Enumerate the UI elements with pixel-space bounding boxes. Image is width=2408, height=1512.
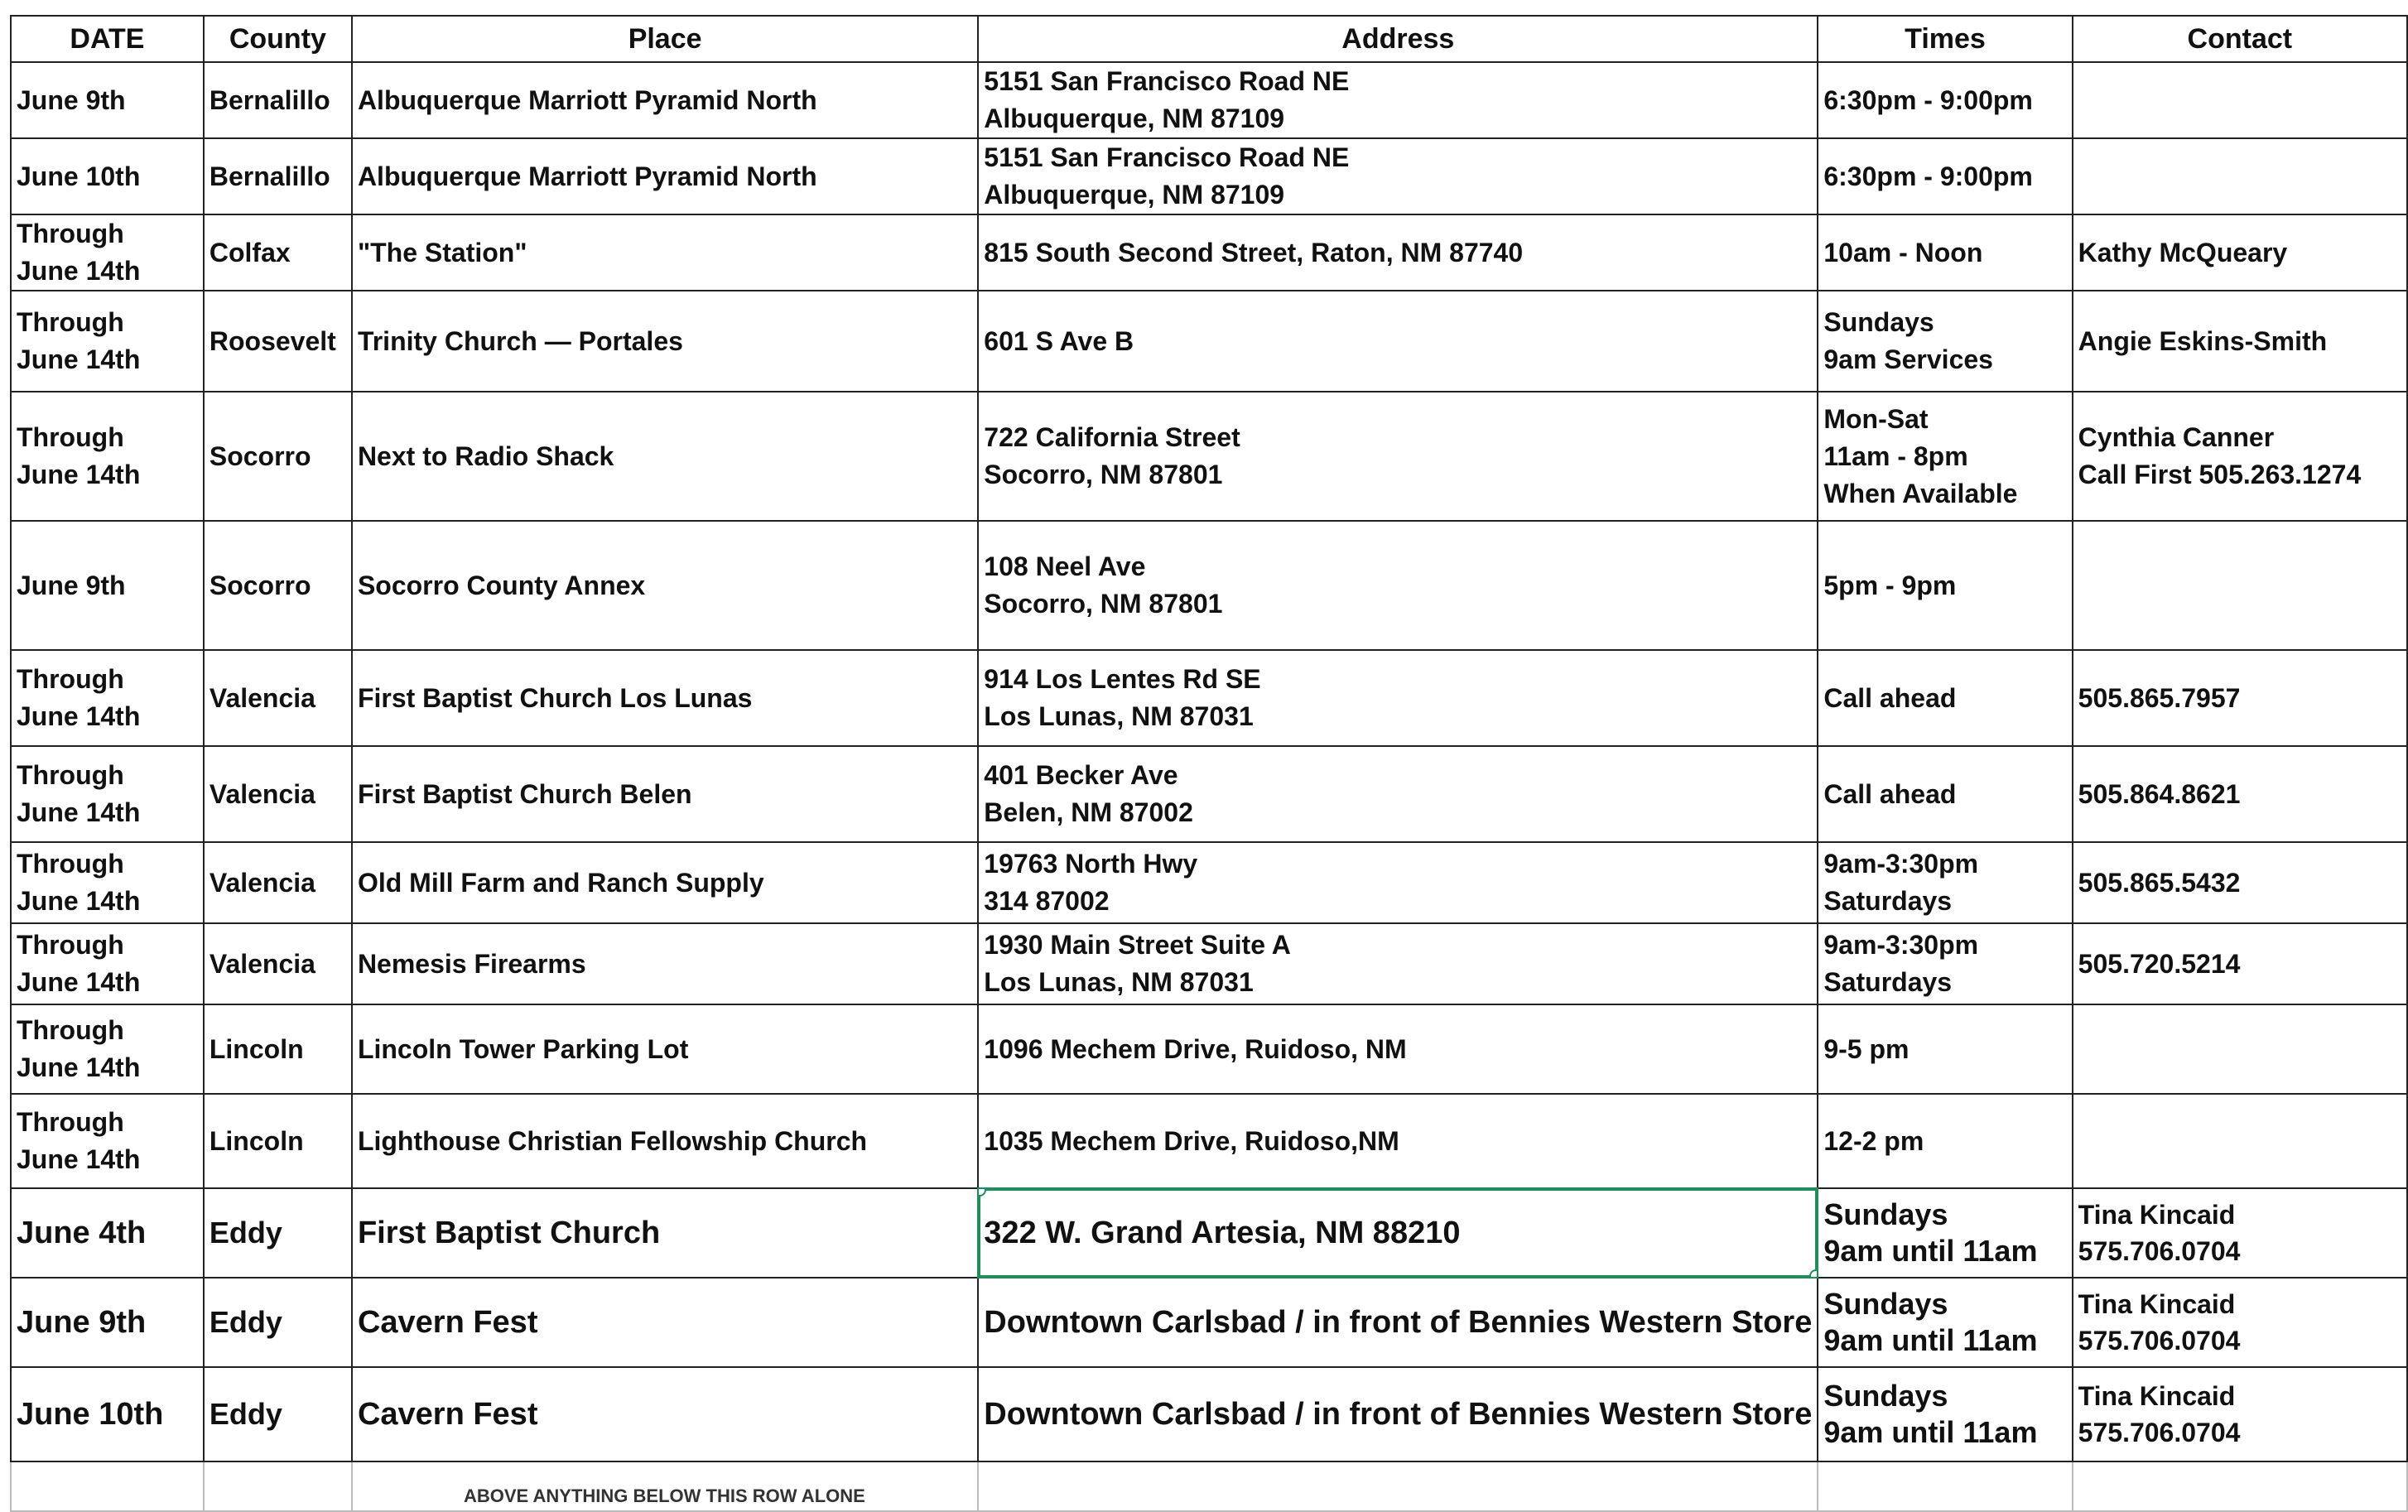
date-cell-line: June 10th [17, 1397, 164, 1432]
date-cell[interactable] [11, 923, 204, 1004]
times-cell[interactable] [1818, 842, 2072, 923]
address-cell-line: 5151 San Francisco Road NE [984, 66, 1350, 96]
address-cell-line: 815 South Second Street, Raton, NM 87740 [984, 237, 1524, 267]
place-cell[interactable] [352, 923, 978, 1004]
times-cell[interactable] [1818, 291, 2072, 392]
date-cell-line: June 14th [17, 886, 141, 916]
contact-cell-line: Cynthia Canner [2078, 422, 2275, 452]
times-cell-line: 6:30pm - 9:00pm [1823, 161, 2033, 191]
times-cell-line: 9am Services [1823, 344, 1993, 374]
county-cell-text: Eddy [209, 1397, 282, 1431]
place-cell-text: Lincoln Tower Parking Lot [357, 1033, 689, 1064]
date-cell-line: June 14th [17, 344, 141, 374]
date-cell-line: June 9th [17, 1305, 147, 1340]
times-cell[interactable] [1818, 62, 2072, 138]
contact-cell[interactable] [2073, 138, 2407, 214]
county-cell-text: Lincoln [209, 1033, 304, 1064]
address-cell-line: Downtown Carlsbad / in front of Bennies Western Store [984, 1305, 1813, 1340]
empty-cell[interactable] [204, 1461, 352, 1511]
contact-cell[interactable] [2073, 392, 2407, 521]
table-row [11, 746, 2407, 842]
selection-handle-top-left[interactable] [978, 1188, 986, 1197]
place-cell[interactable] [352, 392, 978, 521]
date-cell-line: Through [17, 760, 124, 790]
county-cell[interactable] [204, 1094, 352, 1188]
empty-cell[interactable] [11, 1461, 204, 1511]
date-cell-line: June 14th [17, 256, 141, 286]
date-cell-line: Through [17, 307, 124, 337]
county-cell[interactable] [204, 214, 352, 291]
address-cell-line: Los Lunas, NM 87031 [984, 967, 1254, 997]
times-cell-line: Sundays [1823, 1287, 1948, 1321]
date-cell-line: June 4th [17, 1216, 147, 1250]
place-cell-text: First Baptist Church Belen [357, 778, 692, 809]
date-cell[interactable] [11, 1004, 204, 1094]
date-cell-line: June 14th [17, 797, 141, 827]
county-cell-text: Valencia [209, 867, 315, 898]
contact-cell-line: Tina Kincaid [2078, 1381, 2236, 1411]
header-contact[interactable]: Contact [2073, 16, 2407, 62]
place-cell[interactable] [352, 1188, 978, 1278]
contact-cell[interactable] [2073, 1188, 2407, 1278]
address-cell-line: 19763 North Hwy [984, 849, 1198, 879]
times-cell[interactable] [1818, 392, 2072, 521]
date-cell[interactable] [11, 291, 204, 392]
date-cell[interactable] [11, 138, 204, 214]
county-cell[interactable] [204, 1278, 352, 1367]
date-cell-line: June 10th [17, 161, 141, 191]
empty-cell[interactable] [978, 1461, 1818, 1511]
times-cell-line: Saturdays [1823, 886, 1953, 916]
times-cell[interactable] [1818, 1004, 2072, 1094]
selection-handle-bottom-right[interactable] [1809, 1269, 1818, 1278]
contact-cell[interactable] [2073, 650, 2407, 746]
contact-cell-line: Tina Kincaid [2078, 1200, 2236, 1230]
county-cell[interactable] [204, 521, 352, 650]
times-cell[interactable] [1818, 138, 2072, 214]
county-cell-text: Socorro [209, 441, 311, 471]
contact-cell[interactable] [2073, 1367, 2407, 1461]
county-cell[interactable] [204, 62, 352, 138]
county-cell[interactable] [204, 291, 352, 392]
header-address[interactable]: Address [978, 16, 1818, 62]
address-cell-line: Socorro, NM 87801 [984, 589, 1223, 619]
times-cell-line: 9am until 11am [1823, 1234, 2038, 1268]
county-cell-text: Eddy [209, 1305, 282, 1339]
place-cell-text: Cavern Fest [357, 1397, 538, 1432]
address-cell[interactable] [978, 1004, 1818, 1094]
table-row [11, 1367, 2407, 1461]
partial-note-text: ABOVE ANYTHING BELOW THIS ROW ALONE [464, 1486, 865, 1506]
place-cell[interactable] [352, 1004, 978, 1094]
address-cell[interactable] [978, 214, 1818, 291]
contact-cell-line: Kathy McQueary [2078, 237, 2288, 267]
date-cell[interactable] [11, 746, 204, 842]
contact-cell-line: 575.706.0704 [2078, 1418, 2241, 1447]
date-cell-line: Through [17, 664, 124, 694]
times-cell[interactable] [1818, 923, 2072, 1004]
empty-row [11, 1461, 2407, 1511]
place-cell[interactable] [352, 1094, 978, 1188]
empty-cell[interactable] [2073, 1461, 2407, 1511]
contact-cell[interactable] [2073, 842, 2407, 923]
times-cell-line: When Available [1823, 478, 2018, 508]
address-cell[interactable] [978, 1188, 1818, 1278]
address-cell-line: Belen, NM 87002 [984, 797, 1193, 827]
date-cell-line: Through [17, 849, 124, 879]
table-row [11, 1278, 2407, 1367]
times-cell[interactable] [1818, 521, 2072, 650]
schedule-spreadsheet [10, 15, 2408, 1512]
table-row [11, 650, 2407, 746]
place-cell[interactable] [352, 842, 978, 923]
table-row [11, 1004, 2407, 1094]
header-row [11, 16, 2407, 62]
contact-cell-line: Call First 505.263.1274 [2078, 460, 2362, 489]
address-cell[interactable] [978, 1367, 1818, 1461]
date-cell-line: June 14th [17, 1144, 141, 1174]
table-row [11, 842, 2407, 923]
place-cell-text: First Baptist Church [357, 1216, 661, 1250]
address-cell-line: 1035 Mechem Drive, Ruidoso,NM [984, 1125, 1399, 1156]
contact-cell-line: 505.720.5214 [2078, 948, 2241, 979]
contact-cell[interactable] [2073, 746, 2407, 842]
contact-cell[interactable] [2073, 291, 2407, 392]
address-cell[interactable] [978, 1278, 1818, 1367]
times-cell-line: 10am - Noon [1823, 237, 1983, 267]
times-cell[interactable] [1818, 1278, 2072, 1367]
place-cell-text: Cavern Fest [357, 1305, 538, 1340]
times-cell-line: 11am - 8pm [1823, 441, 1968, 471]
date-cell-line: Through [17, 1015, 124, 1045]
contact-cell-line: Angie Eskins-Smith [2078, 325, 2328, 356]
times-cell[interactable] [1818, 650, 2072, 746]
contact-cell[interactable] [2073, 62, 2407, 138]
address-cell-line: 5151 San Francisco Road NE [984, 142, 1350, 172]
address-cell-line: 1930 Main Street Suite A [984, 930, 1291, 960]
place-cell-text: Albuquerque Marriott Pyramid North [357, 84, 817, 115]
address-cell[interactable] [978, 923, 1818, 1004]
times-cell-line: 9am until 11am [1823, 1415, 2038, 1449]
county-cell[interactable] [204, 1188, 352, 1278]
address-cell-line: Los Lunas, NM 87031 [984, 701, 1254, 731]
address-cell[interactable] [978, 650, 1818, 746]
county-cell-text: Socorro [209, 570, 311, 600]
date-cell[interactable] [11, 521, 204, 650]
times-cell-line: Mon-Sat [1823, 403, 1929, 434]
address-cell-line: 108 Neel Ave [984, 551, 1146, 581]
date-cell-line: June 14th [17, 1052, 141, 1082]
times-cell-line: 9-5 pm [1823, 1033, 1910, 1064]
times-cell-line: Sundays [1823, 1197, 1948, 1231]
times-cell[interactable] [1818, 1367, 2072, 1461]
empty-cell[interactable] [1818, 1461, 2072, 1511]
county-cell-text: Bernalillo [209, 84, 330, 115]
times-cell[interactable] [1818, 746, 2072, 842]
address-cell-line: 722 California Street [984, 422, 1240, 452]
place-cell[interactable] [352, 746, 978, 842]
place-cell[interactable] [352, 650, 978, 746]
contact-cell[interactable] [2073, 1278, 2407, 1367]
county-cell[interactable] [204, 842, 352, 923]
contact-cell-line: 575.706.0704 [2078, 1326, 2241, 1356]
date-cell-line: June 9th [17, 84, 126, 115]
county-cell[interactable] [204, 138, 352, 214]
county-cell-text: Valencia [209, 948, 315, 979]
place-cell-text: "The Station" [357, 237, 527, 267]
place-cell-text: First Baptist Church Los Lunas [357, 682, 753, 713]
place-cell[interactable] [352, 1278, 978, 1367]
times-cell[interactable] [1818, 214, 2072, 291]
times-cell[interactable] [1818, 1094, 2072, 1188]
place-cell-text: Nemesis Firearms [357, 948, 586, 979]
place-cell[interactable] [352, 521, 978, 650]
place-cell[interactable] [352, 214, 978, 291]
contact-cell-line: Tina Kincaid [2078, 1289, 2236, 1319]
address-cell-line: Albuquerque, NM 87109 [984, 180, 1285, 209]
table-row [11, 62, 2407, 138]
times-cell-line: Call ahead [1823, 682, 1957, 713]
times-cell-line: 5pm - 9pm [1823, 570, 1957, 600]
address-cell[interactable] [978, 842, 1818, 923]
address-cell-line: Downtown Carlsbad / in front of Bennies Western Store [984, 1397, 1813, 1432]
date-cell-line: June 14th [17, 460, 141, 489]
date-cell[interactable] [11, 650, 204, 746]
county-cell[interactable] [204, 746, 352, 842]
county-cell-text: Valencia [209, 682, 315, 713]
date-cell-line: June 14th [17, 967, 141, 997]
place-cell[interactable] [352, 291, 978, 392]
contact-cell[interactable] [2073, 214, 2407, 291]
address-cell[interactable] [978, 1094, 1818, 1188]
county-cell-text: Colfax [209, 237, 291, 267]
date-cell-line: Through [17, 1107, 124, 1137]
place-cell-text: Old Mill Farm and Ranch Supply [357, 867, 764, 898]
contact-cell-line: 505.865.5432 [2078, 867, 2241, 898]
county-cell-text: Valencia [209, 778, 315, 809]
date-cell[interactable] [11, 1188, 204, 1278]
times-cell-line: Sundays [1823, 307, 1934, 337]
address-cell-line: 914 Los Lentes Rd SE [984, 664, 1261, 694]
place-cell-text: Albuquerque Marriott Pyramid North [357, 161, 817, 191]
date-cell-line: June 9th [17, 570, 126, 600]
contact-cell-line: 505.864.8621 [2078, 778, 2241, 809]
header-place[interactable]: Place [352, 16, 978, 62]
county-cell[interactable] [204, 650, 352, 746]
place-cell[interactable] [352, 1367, 978, 1461]
times-cell-line: 9am-3:30pm [1823, 849, 1979, 879]
place-cell-text: Trinity Church — Portales [357, 325, 683, 356]
county-cell[interactable] [204, 392, 352, 521]
times-cell-line: Saturdays [1823, 967, 1953, 997]
address-cell[interactable] [978, 62, 1818, 138]
date-cell-line: Through [17, 422, 124, 452]
address-cell-line: Socorro, NM 87801 [984, 460, 1223, 489]
address-cell-line: Albuquerque, NM 87109 [984, 104, 1285, 133]
place-cell[interactable] [352, 138, 978, 214]
times-cell-line: 9am-3:30pm [1823, 930, 1979, 960]
times-cell-line: 9am until 11am [1823, 1323, 2038, 1357]
place-cell-text: Lighthouse Christian Fellowship Church [357, 1125, 868, 1156]
date-cell[interactable] [11, 842, 204, 923]
contact-cell[interactable] [2073, 521, 2407, 650]
county-cell[interactable] [204, 1367, 352, 1461]
county-cell-text: Roosevelt [209, 325, 336, 356]
table-row [11, 214, 2407, 291]
header-county[interactable]: County [204, 16, 352, 62]
header-times[interactable]: Times [1818, 16, 2072, 62]
date-cell[interactable] [11, 1278, 204, 1367]
contact-cell[interactable] [2073, 1094, 2407, 1188]
header-date[interactable]: DATE [11, 16, 204, 62]
address-cell[interactable] [978, 746, 1818, 842]
date-cell-line: Through [17, 219, 124, 248]
address-cell-line: 322 W. Grand Artesia, NM 88210 [984, 1216, 1461, 1250]
table-row [11, 138, 2407, 214]
place-cell-text: Next to Radio Shack [357, 441, 614, 471]
county-cell[interactable] [204, 923, 352, 1004]
contact-cell[interactable] [2073, 923, 2407, 1004]
times-cell-line: 12-2 pm [1823, 1125, 1924, 1156]
times-cell-line: Call ahead [1823, 778, 1957, 809]
date-cell[interactable] [11, 214, 204, 291]
date-cell-line: Through [17, 930, 124, 960]
contact-cell[interactable] [2073, 1004, 2407, 1094]
times-cell-line: 6:30pm - 9:00pm [1823, 84, 2033, 115]
times-cell[interactable] [1818, 1188, 2072, 1278]
place-cell-text: Socorro County Annex [357, 570, 646, 600]
table-body [11, 62, 2407, 1511]
address-cell-line: 1096 Mechem Drive, Ruidoso, NM [984, 1033, 1407, 1064]
times-cell-line: Sundays [1823, 1379, 1948, 1413]
date-cell[interactable] [11, 62, 204, 138]
table-row [11, 291, 2407, 392]
table-row [11, 1188, 2407, 1278]
contact-cell-line: 575.706.0704 [2078, 1236, 2241, 1266]
date-cell[interactable] [11, 392, 204, 521]
table-row [11, 392, 2407, 521]
county-cell-text: Bernalillo [209, 161, 330, 191]
address-cell-line: 314 87002 [984, 886, 1110, 916]
address-cell[interactable] [978, 291, 1818, 392]
county-cell[interactable] [204, 1004, 352, 1094]
county-cell-text: Eddy [209, 1216, 282, 1250]
county-cell-text: Lincoln [209, 1125, 304, 1156]
table-row [11, 1094, 2407, 1188]
place-cell[interactable] [352, 62, 978, 138]
table-row [11, 521, 2407, 650]
date-cell-line: June 14th [17, 701, 141, 731]
address-cell-line: 401 Becker Ave [984, 760, 1178, 790]
contact-cell-line: 505.865.7957 [2078, 682, 2241, 713]
address-cell[interactable] [978, 521, 1818, 650]
date-cell[interactable] [11, 1367, 204, 1461]
date-cell[interactable] [11, 1094, 204, 1188]
table-row [11, 923, 2407, 1004]
address-cell-line: 601 S Ave B [984, 325, 1134, 356]
address-cell[interactable] [978, 392, 1818, 521]
address-cell[interactable] [978, 138, 1818, 214]
